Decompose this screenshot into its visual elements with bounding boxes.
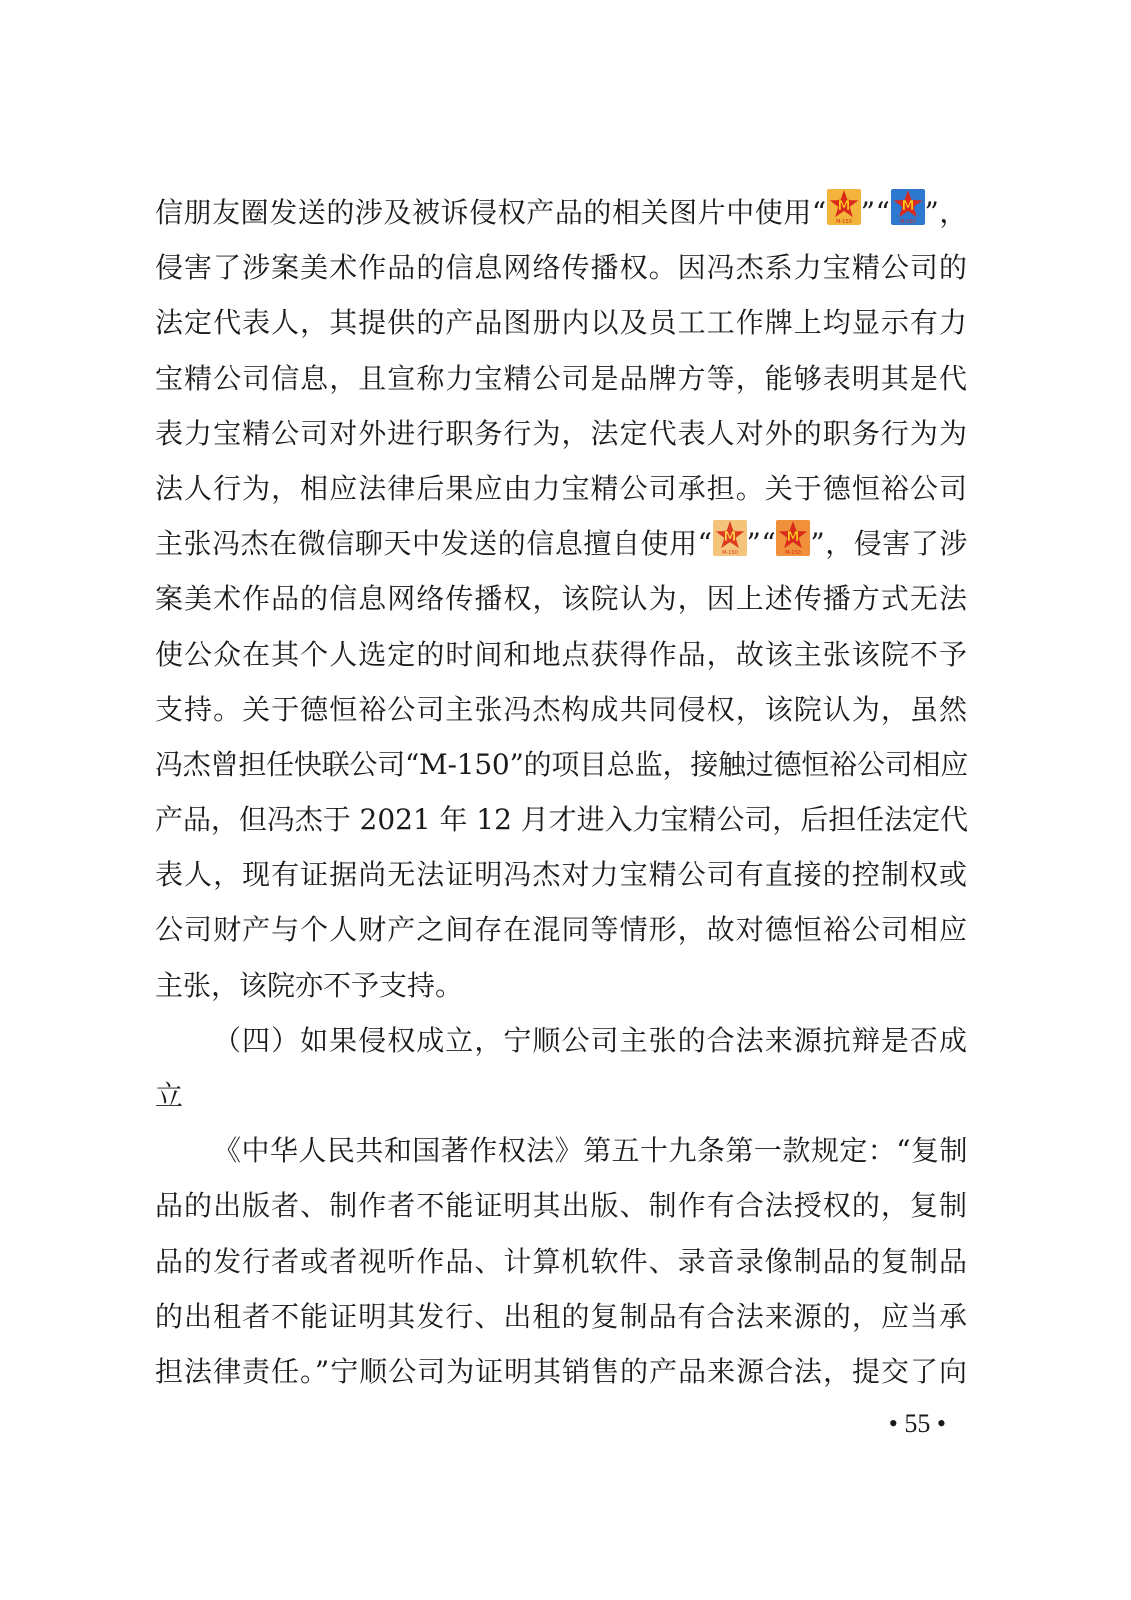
text-line: 公司财产与个人财产之间存在混同等情形，故对德恒裕公司相应 — [155, 913, 968, 947]
text-line: 品的发行者或者视听作品、计算机软件、录音录像制品的复制品 — [155, 1244, 968, 1278]
text-segment: ”， — [924, 196, 968, 229]
section-heading-line: （四）如果侵权成立，宁顺公司主张的合法来源抗辩是否成 — [213, 1023, 968, 1057]
text-segment: ”“ — [746, 527, 777, 561]
logo-mark: M — [786, 530, 800, 546]
text-line: 表人，现有证据尚无法证明冯杰对力宝精公司有直接的控制权或 — [155, 858, 968, 892]
logo-mark: M — [723, 530, 737, 546]
text-line: 法人行为，相应法律后果应由力宝精公司承担。关于德恒裕公司 — [155, 471, 968, 505]
page-number: • 55 • — [888, 1409, 946, 1438]
logo-caption: M-150 — [899, 219, 916, 225]
logo-caption: M-150 — [835, 219, 852, 225]
text-segment: ”“ — [860, 196, 891, 229]
m150-logo-image — [776, 520, 810, 556]
text-segment: 主张冯杰在微信聊天中发送的信息擅自使用“ — [155, 527, 713, 561]
text-line: 支持。关于德恒裕公司主张冯杰构成共同侵权，该院认为，虽然 — [155, 692, 968, 726]
section-heading-line: 立 — [155, 1079, 184, 1112]
text-line: 冯杰曾担任快联公司“M-150”的项目总监，接触过德恒裕公司相应 — [155, 747, 968, 781]
text-line: 案美术作品的信息网络传播权，该院认为，因上述传播方式无法 — [155, 582, 968, 616]
body-text — [155, 185, 968, 1399]
text-line: 法定代表人，其提供的产品图册内以及员工工作牌上均显示有力 — [155, 306, 968, 340]
text-line: 产品，但冯杰于 2021 年 12 月才进入力宝精公司，后担任法定代 — [155, 803, 968, 837]
text-line: 表力宝精公司对外进行职务行为，法定代表人对外的职务行为为 — [155, 416, 968, 450]
text-line: 主张，该院亦不予支持。 — [155, 968, 464, 1002]
text-segment: 信朋友圈发送的涉及被诉侵权产品的相关图片中使用“ — [155, 196, 827, 229]
logo-mark: M — [837, 199, 851, 214]
text-line: 使公众在其个人选定的时间和地点获得作品，故该主张该院不予 — [155, 637, 968, 671]
text-line: 担法律责任。”宁顺公司为证明其销售的产品来源合法，提交了向 — [155, 1354, 968, 1388]
text-line: 宝精公司信息，且宣称力宝精公司是品牌方等，能够表明其是代 — [155, 361, 968, 395]
text-line — [155, 516, 968, 571]
text-segment: ”，侵害了涉 — [810, 527, 968, 561]
text-line: 侵害了涉案美术作品的信息网络传播权。因冯杰系力宝精公司的 — [155, 251, 968, 285]
m150-logo-image — [713, 520, 747, 556]
m150-logo-image — [827, 189, 861, 225]
text-line: 品的出版者、制作者不能证明其出版、制作有合法授权的，复制 — [155, 1189, 968, 1223]
text-line: 的出租者不能证明其发行、出租的复制品有合法来源的，应当承 — [155, 1299, 968, 1333]
logo-mark: M — [901, 199, 915, 214]
logo-caption: M-150 — [721, 550, 738, 557]
logo-caption: M-150 — [785, 550, 802, 557]
m150-logo-image — [891, 189, 925, 225]
text-line — [155, 185, 968, 240]
text-line: 《中华人民共和国著作权法》第五十九条第一款规定：“复制 — [213, 1134, 968, 1168]
